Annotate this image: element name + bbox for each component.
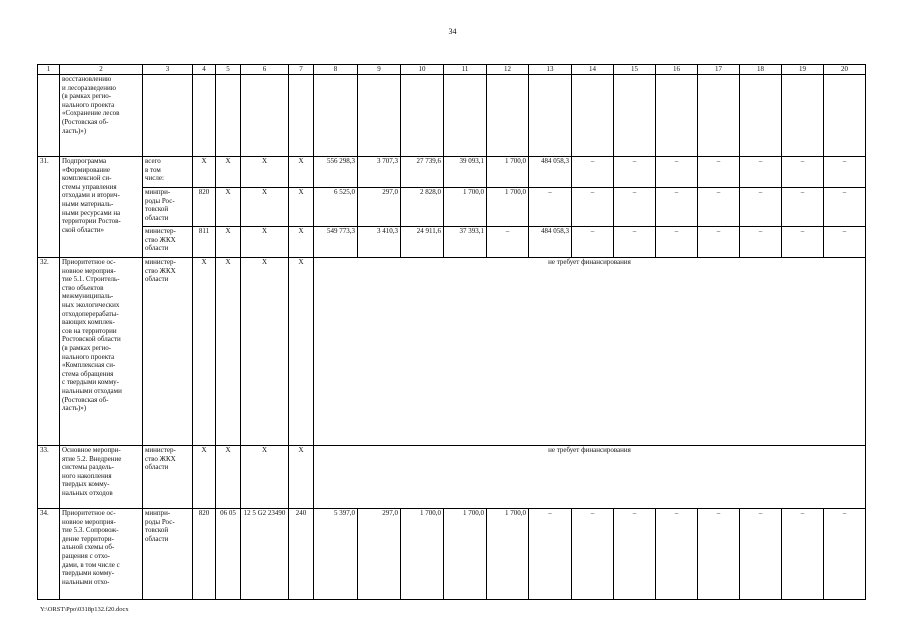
file-path-footer: Y:\ORST\Ppo\0318p132.f20.docx [40, 606, 129, 613]
cell: X [216, 446, 241, 509]
cell: X [216, 258, 241, 446]
col-header: 20 [824, 65, 866, 75]
amount-cell: – [698, 157, 740, 188]
cell: X [289, 227, 314, 258]
cell: X [289, 188, 314, 227]
col-header: 10 [401, 65, 444, 75]
table-row-continuation [38, 75, 866, 157]
amount-cell: – [572, 157, 614, 188]
amount-cell: – [782, 509, 824, 600]
table-row [38, 157, 866, 188]
cell: X [241, 446, 289, 509]
amount-cell: 549 773,3 [314, 227, 358, 258]
cell: X [216, 188, 241, 227]
executor: минпри- роды Рос- товской области [143, 509, 193, 600]
amount-cell: 484 058,3 [529, 157, 572, 188]
amount-cell: 3 707,3 [358, 157, 401, 188]
table-row [38, 509, 866, 600]
amount-cell: 5 397,0 [314, 509, 358, 600]
amount-cell: 39 093,1 [444, 157, 487, 188]
cell: X [289, 258, 314, 446]
amount-cell: 297,0 [358, 188, 401, 227]
executor: министер- ство ЖКХ области [143, 258, 193, 446]
cell: X [193, 446, 216, 509]
cell: X [241, 258, 289, 446]
amount-cell: – [824, 157, 866, 188]
cell: 820 [193, 509, 216, 600]
amount-cell: – [824, 227, 866, 258]
header-row [38, 65, 866, 75]
amount-cell: 2 828,0 [401, 188, 444, 227]
amount-cell: – [487, 227, 529, 258]
col-header: 5 [216, 65, 241, 75]
col-header: 1 [38, 65, 60, 75]
col-header: 19 [782, 65, 824, 75]
col-header: 6 [241, 65, 289, 75]
amount-cell: – [614, 227, 656, 258]
amount-cell: 1 700,0 [487, 157, 529, 188]
cell: X [241, 157, 289, 188]
col-header: 16 [656, 65, 698, 75]
budget-table [37, 64, 866, 600]
amount-cell: – [614, 157, 656, 188]
amount-cell: 37 393,1 [444, 227, 487, 258]
col-header: 3 [143, 65, 193, 75]
amount-cell: 6 525,0 [314, 188, 358, 227]
cell: X [193, 258, 216, 446]
cell: 820 [193, 188, 216, 227]
amount-cell: 556 298,3 [314, 157, 358, 188]
cell: X [216, 227, 241, 258]
amount-cell: 1 700,0 [444, 188, 487, 227]
cell: X [241, 188, 289, 227]
executor: минпри- роды Рос- товской области [143, 188, 193, 227]
table-row [38, 258, 866, 446]
executor: министер- ство ЖКХ области [143, 446, 193, 509]
amount-cell: – [656, 188, 698, 227]
col-header: 9 [358, 65, 401, 75]
cell: X [193, 157, 216, 188]
table-row [38, 227, 866, 258]
amount-cell: – [614, 188, 656, 227]
amount-cell: – [614, 509, 656, 600]
amount-cell: 27 739,6 [401, 157, 444, 188]
amount-cell: – [529, 188, 572, 227]
amount-cell: – [572, 509, 614, 600]
amount-cell: 1 700,0 [487, 188, 529, 227]
amount-cell: – [782, 227, 824, 258]
col-header: 7 [289, 65, 314, 75]
col-header: 8 [314, 65, 358, 75]
table-row [38, 446, 866, 509]
amount-cell: – [782, 188, 824, 227]
amount-cell: – [656, 227, 698, 258]
col-header: 2 [60, 65, 143, 75]
cell: 811 [193, 227, 216, 258]
amount-cell: – [656, 509, 698, 600]
col-header: 15 [614, 65, 656, 75]
amount-cell: 1 700,0 [401, 509, 444, 600]
amount-cell: 3 410,3 [358, 227, 401, 258]
amount-cell: – [656, 157, 698, 188]
amount-cell: 484 058,3 [529, 227, 572, 258]
amount-cell: – [698, 227, 740, 258]
col-header: 17 [698, 65, 740, 75]
col-header: 18 [740, 65, 782, 75]
amount-cell: – [782, 157, 824, 188]
col-header: 11 [444, 65, 487, 75]
amount-cell: – [740, 188, 782, 227]
measure-name: Приоритетное ос- новное мероприя- тие 5.3. Сопровож- дение территори- альной схемы об- ращения с отхо- дами, в том числе с твердыми комму- нальными отхо- [60, 509, 143, 600]
measure-name: Основное меропри- ятие 5.2. Внедрение системы раздель- ного накопления твердых комму- нальных отходов [60, 446, 143, 509]
cell: 12 5 G2 23490 [241, 509, 289, 600]
amount-cell: – [740, 227, 782, 258]
amount-cell: – [572, 227, 614, 258]
amount-cell: – [529, 509, 572, 600]
page-number: 34 [448, 27, 457, 36]
row-number: 33. [38, 446, 60, 509]
row-number: 32. [38, 258, 60, 446]
col-header: 13 [529, 65, 572, 75]
amount-cell: 24 911,6 [401, 227, 444, 258]
amount-cell: – [824, 509, 866, 600]
cell: X [289, 157, 314, 188]
row-number: 31. [38, 157, 60, 258]
no-funding-note: не требует финансирования [314, 446, 866, 509]
amount-cell: – [740, 157, 782, 188]
cell: X [289, 446, 314, 509]
cell: 240 [289, 509, 314, 600]
table-row [38, 188, 866, 227]
amount-cell: – [698, 509, 740, 600]
amount-cell: 1 700,0 [444, 509, 487, 600]
executor: всего в том числе: [143, 157, 193, 188]
no-funding-note: не требует финансирования [314, 258, 866, 446]
cell: X [216, 157, 241, 188]
cell: X [241, 227, 289, 258]
amount-cell: – [572, 188, 614, 227]
amount-cell: – [698, 188, 740, 227]
cell: 06 05 [216, 509, 241, 600]
amount-cell: 297,0 [358, 509, 401, 600]
measure-name: восстановлению и лесоразведению (в рамках регио- нального проекта «Сохранение лесов (Ростовская об- ласть)») [60, 75, 143, 157]
executor: министер- ство ЖКХ области [143, 227, 193, 258]
measure-name: Подпрограмма «Формирование комплексной си- стемы управления отходами и вторич- ными материаль- ными ресурсами на территории Ростов- ской области» [60, 157, 143, 258]
col-header: 12 [487, 65, 529, 75]
col-header: 14 [572, 65, 614, 75]
col-header: 4 [193, 65, 216, 75]
row-number: 34. [38, 509, 60, 600]
amount-cell: 1 700,0 [487, 509, 529, 600]
amount-cell: – [740, 509, 782, 600]
amount-cell: – [824, 188, 866, 227]
measure-name: Приоритетное ос- новное мероприя- тие 5.1. Строитель- ство объектов межмуниципаль- ных экологических отходоперерабаты- вающих комплек- сов на территории Ростовской области (в рамках регио- нального проекта «Комплексная си- стема обращения с твердыми комму- нальными отходами (Ростовская об- ласть)») [60, 258, 143, 446]
